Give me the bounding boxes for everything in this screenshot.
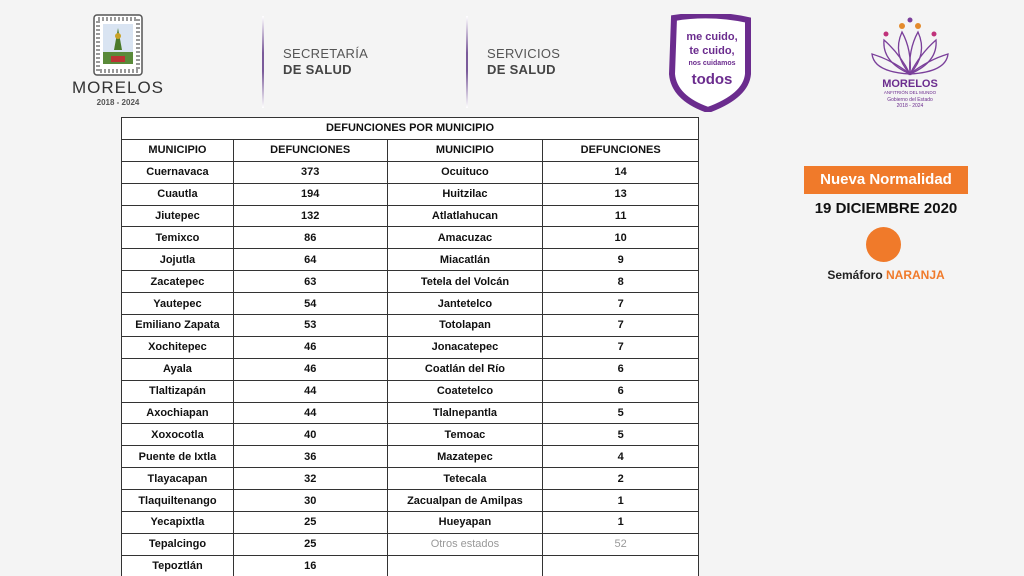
table-body xyxy=(122,161,699,576)
table-row xyxy=(122,293,699,315)
municipio-cell: Otros estados xyxy=(387,533,543,555)
defunciones-cell: 132 xyxy=(233,205,387,227)
defunciones-cell: 7 xyxy=(543,336,699,358)
nueva-normalidad-badge: Nueva Normalidad xyxy=(804,166,968,194)
municipio-cell: Tepoztlán xyxy=(122,555,234,576)
defunciones-cell: 5 xyxy=(543,402,699,424)
municipio-cell: Tepalcingo xyxy=(122,533,234,555)
municipio-cell: Ayala xyxy=(122,358,234,380)
defunciones-cell: 40 xyxy=(233,424,387,446)
defunciones-cell: 6 xyxy=(543,380,699,402)
semaforo-status xyxy=(790,268,982,282)
defunciones-cell: 32 xyxy=(233,468,387,490)
defunciones-cell: 44 xyxy=(233,402,387,424)
defunciones-cell: 16 xyxy=(233,555,387,576)
servicios-de-salud: SERVICIOS DE SALUD xyxy=(487,46,561,77)
municipio-cell: Mazatepec xyxy=(387,446,543,468)
municipio-cell: Emiliano Zapata xyxy=(122,315,234,337)
logo-text: te cuido, xyxy=(689,45,735,57)
logo-text: Gobierno del Estado xyxy=(887,97,933,103)
municipio-cell: Cuautla xyxy=(122,183,234,205)
defunciones-cell: 30 xyxy=(233,490,387,512)
defunciones-cell: 373 xyxy=(233,161,387,183)
table-row xyxy=(122,468,699,490)
municipio-cell: Jantetelco xyxy=(387,293,543,315)
col-header-municipio: MUNICIPIO xyxy=(387,139,543,161)
table-row xyxy=(122,402,699,424)
municipio-cell: Jiutepec xyxy=(122,205,234,227)
state-name: MORELOS xyxy=(72,78,165,97)
defunciones-cell: 54 xyxy=(233,293,387,315)
table-row xyxy=(122,227,699,249)
municipio-cell: Huitzilac xyxy=(387,183,543,205)
table-row xyxy=(122,183,699,205)
defunciones-cell: 25 xyxy=(233,533,387,555)
defunciones-cell: 52 xyxy=(543,533,699,555)
defunciones-cell: 13 xyxy=(543,183,699,205)
defunciones-cell: 7 xyxy=(543,293,699,315)
table-row xyxy=(122,446,699,468)
defunciones-cell: 10 xyxy=(543,227,699,249)
defunciones-cell xyxy=(543,555,699,576)
municipio-cell: Totolapan xyxy=(387,315,543,337)
defunciones-cell: 1 xyxy=(543,512,699,534)
municipio-cell: Cuernavaca xyxy=(122,161,234,183)
municipio-cell: Tlayacapan xyxy=(122,468,234,490)
municipio-cell: Ocuituco xyxy=(387,161,543,183)
municipio-cell: Yecapixtla xyxy=(122,512,234,534)
defunciones-cell: 8 xyxy=(543,271,699,293)
municipio-cell: Hueyapan xyxy=(387,512,543,534)
municipio-cell: Axochiapan xyxy=(122,402,234,424)
morelos-shield-logo xyxy=(93,14,143,76)
defunciones-cell: 7 xyxy=(543,315,699,337)
secretaria-de-salud: SECRETARÍA DE SALUD xyxy=(283,46,369,77)
defunciones-cell: 14 xyxy=(543,161,699,183)
header xyxy=(0,0,1024,112)
defunciones-cell: 86 xyxy=(233,227,387,249)
table-row xyxy=(122,315,699,337)
table-row xyxy=(122,161,699,183)
logo-text: 2018 - 2024 xyxy=(896,103,924,109)
col-header-defunciones: DEFUNCIONES xyxy=(233,139,387,161)
defunciones-cell: 2 xyxy=(543,468,699,490)
municipio-cell: Tetela del Volcán xyxy=(387,271,543,293)
me-cuido-campaign-logo xyxy=(668,14,754,112)
municipio-cell: Xoxocotla xyxy=(122,424,234,446)
table-row xyxy=(122,424,699,446)
municipio-cell: Tlaquiltenango xyxy=(122,490,234,512)
municipio-cell: Miacatlán xyxy=(387,249,543,271)
state-years: 2018 - 2024 xyxy=(96,98,140,107)
defunciones-cell: 5 xyxy=(543,424,699,446)
defunciones-cell: 46 xyxy=(233,336,387,358)
logo-text: me cuido, xyxy=(686,31,738,43)
defunciones-cell: 63 xyxy=(233,271,387,293)
morelos-gobierno-logo xyxy=(862,14,958,110)
defunciones-cell: 64 xyxy=(233,249,387,271)
logo-text: todos xyxy=(691,71,733,88)
municipio-cell: Yautepec xyxy=(122,293,234,315)
table-row xyxy=(122,555,699,576)
semaforo-indicator xyxy=(866,227,901,262)
table-title: DEFUNCIONES POR MUNICIPIO xyxy=(122,118,699,140)
table-row xyxy=(122,358,699,380)
table-row xyxy=(122,533,699,555)
defunciones-cell: 46 xyxy=(233,358,387,380)
municipio-cell: Jonacatepec xyxy=(387,336,543,358)
municipio-cell: Xochitepec xyxy=(122,336,234,358)
defunciones-cell: 4 xyxy=(543,446,699,468)
col-header-defunciones: DEFUNCIONES xyxy=(543,139,699,161)
municipio-cell: Atlatlahucan xyxy=(387,205,543,227)
municipio-cell: Tetecala xyxy=(387,468,543,490)
municipio-cell: Puente de Ixtla xyxy=(122,446,234,468)
table-row xyxy=(122,249,699,271)
municipio-cell: Temoac xyxy=(387,424,543,446)
municipio-cell xyxy=(387,555,543,576)
defunciones-cell: 44 xyxy=(233,380,387,402)
defunciones-cell: 11 xyxy=(543,205,699,227)
table-row xyxy=(122,205,699,227)
table-row xyxy=(122,336,699,358)
municipio-cell: Zacatepec xyxy=(122,271,234,293)
municipio-cell: Temixco xyxy=(122,227,234,249)
defunciones-cell: 1 xyxy=(543,490,699,512)
report-date: 19 DICIEMBRE 2020 xyxy=(814,200,958,217)
municipio-cell: Coatetelco xyxy=(387,380,543,402)
logo-text: nos cuidamos xyxy=(688,60,736,67)
table-row xyxy=(122,380,699,402)
semaforo-label: Semáforo xyxy=(827,268,883,282)
defunciones-cell: 9 xyxy=(543,249,699,271)
semaforo-value: NARANJA xyxy=(886,268,945,282)
municipio-cell: Tlaltizapán xyxy=(122,380,234,402)
col-header-municipio: MUNICIPIO xyxy=(122,139,234,161)
municipio-cell: Tlalnepantla xyxy=(387,402,543,424)
defunciones-cell: 53 xyxy=(233,315,387,337)
defunciones-cell: 6 xyxy=(543,358,699,380)
table-row xyxy=(122,271,699,293)
municipio-cell: Zacualpan de Amilpas xyxy=(387,490,543,512)
municipio-cell: Jojutla xyxy=(122,249,234,271)
municipio-cell: Amacuzac xyxy=(387,227,543,249)
divider xyxy=(466,16,468,108)
defunciones-cell: 25 xyxy=(233,512,387,534)
divider xyxy=(262,16,264,108)
defunciones-table xyxy=(121,117,699,576)
table-row xyxy=(122,490,699,512)
municipio-cell: Coatlán del Río xyxy=(387,358,543,380)
logo-text: MORELOS xyxy=(882,78,938,90)
logo-text: ANFITRIÓN DEL MUNDO xyxy=(883,90,937,95)
defunciones-cell: 36 xyxy=(233,446,387,468)
table-row xyxy=(122,512,699,534)
defunciones-cell: 194 xyxy=(233,183,387,205)
